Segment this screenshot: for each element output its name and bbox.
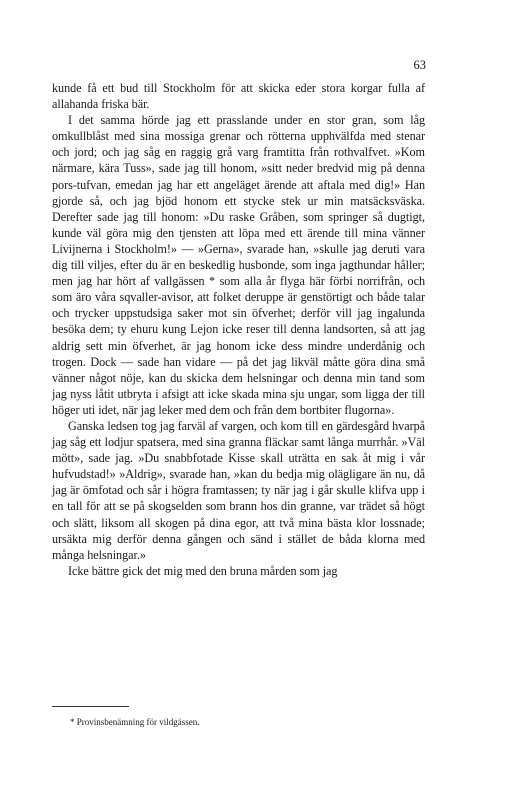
page-number: 63 (413, 58, 426, 72)
paragraph-continuation: kunde få ett bud till Stockholm för att skicka eder stora korgar fulla af allahanda friska bär. (52, 81, 425, 112)
paragraph-marten: Icke bättre gick det mig med den bruna mården som jag (68, 563, 338, 578)
paragraph-wolf: I det samma hörde jag ett prasslande under en stor gran, som låg omkullblåst med sina mossiga grenar och rötterna upphvälfda med stenar och jord; och jag såg en raggig grå varg framtitta från rothvalfvet. »Kom närmare, kära Tuss», sade jag till honom, »sitt neder bredvid mig på denna pors-tufvan, emedan jag har ett angeläget ärende att aftala med dig!» Han gjorde så, och jag bjöd honom ett stycke stek ur min matsäcksväska. Derefter sade jag till honom: »Du raske Gråben, som springer så dugtigt, kunde väl göra mig den tjensten att löpa med ett ärende till mina vänner Livijnerna i Stockholm!» — »Gerna», svarade han, »skulle jag deruti vara dig till viljes, efter du är en beskedlig husbonde, som inga jagthundar håller; men jag har hört af vallgässen * som alla år flyga här förbi norrifrån, och som äro våra sqvaller-avisor, att folket deruppe är genstörtigt och både talar och trycker uppstudsiga saker mot sin öfverhet; derför vill jag ingalunda besöka dem; ty ehuru kung Lejon icke reser till denna landsorten, så att jag aldrig sett min öfverhet, är jag honom icke dess mindre underdånig och trogen. Dock — sade han vidare — på det jag likväl måtte göra dina små vänner något nöje, kan du skicka dem helsningar och denna min tand som jag nyss låtit utbryta i afsigt att icke skada mina sju ungar, som ligga der till höger uti idet, när jag leker med dem och från dem bortbiter flugorna». (52, 113, 425, 417)
footnote-divider (52, 706, 129, 707)
paragraph-lynx: Ganska ledsen tog jag farväl af vargen, och kom till en gärdesgård hvarpå jag såg ett lodjur spatsera, med sina granna fläckar samt långa murrhår. »Väl mött», sade jag. »Du snabbfotade Kisse skall uträtta en sak åt mig i vår hufvudstad!» »Aldrig», svarade han, »kan du bedja mig olägligare än nu, då jag är ömfotad och sår i högra framtassen; ty när jag i går skulle klifva upp i en tall för att se på skogselden som brann hos din granne, var trädet så högt och slätt, liksom all skogen på dina egor, att två mina bästa klor lossnade; ursäkta mig derför denna gången och sänd i stället de båda klorna med många helsningar.» (52, 418, 425, 562)
footnote: * Provinsbenämning för vildgässen. (70, 717, 200, 727)
body-text (52, 80, 425, 579)
